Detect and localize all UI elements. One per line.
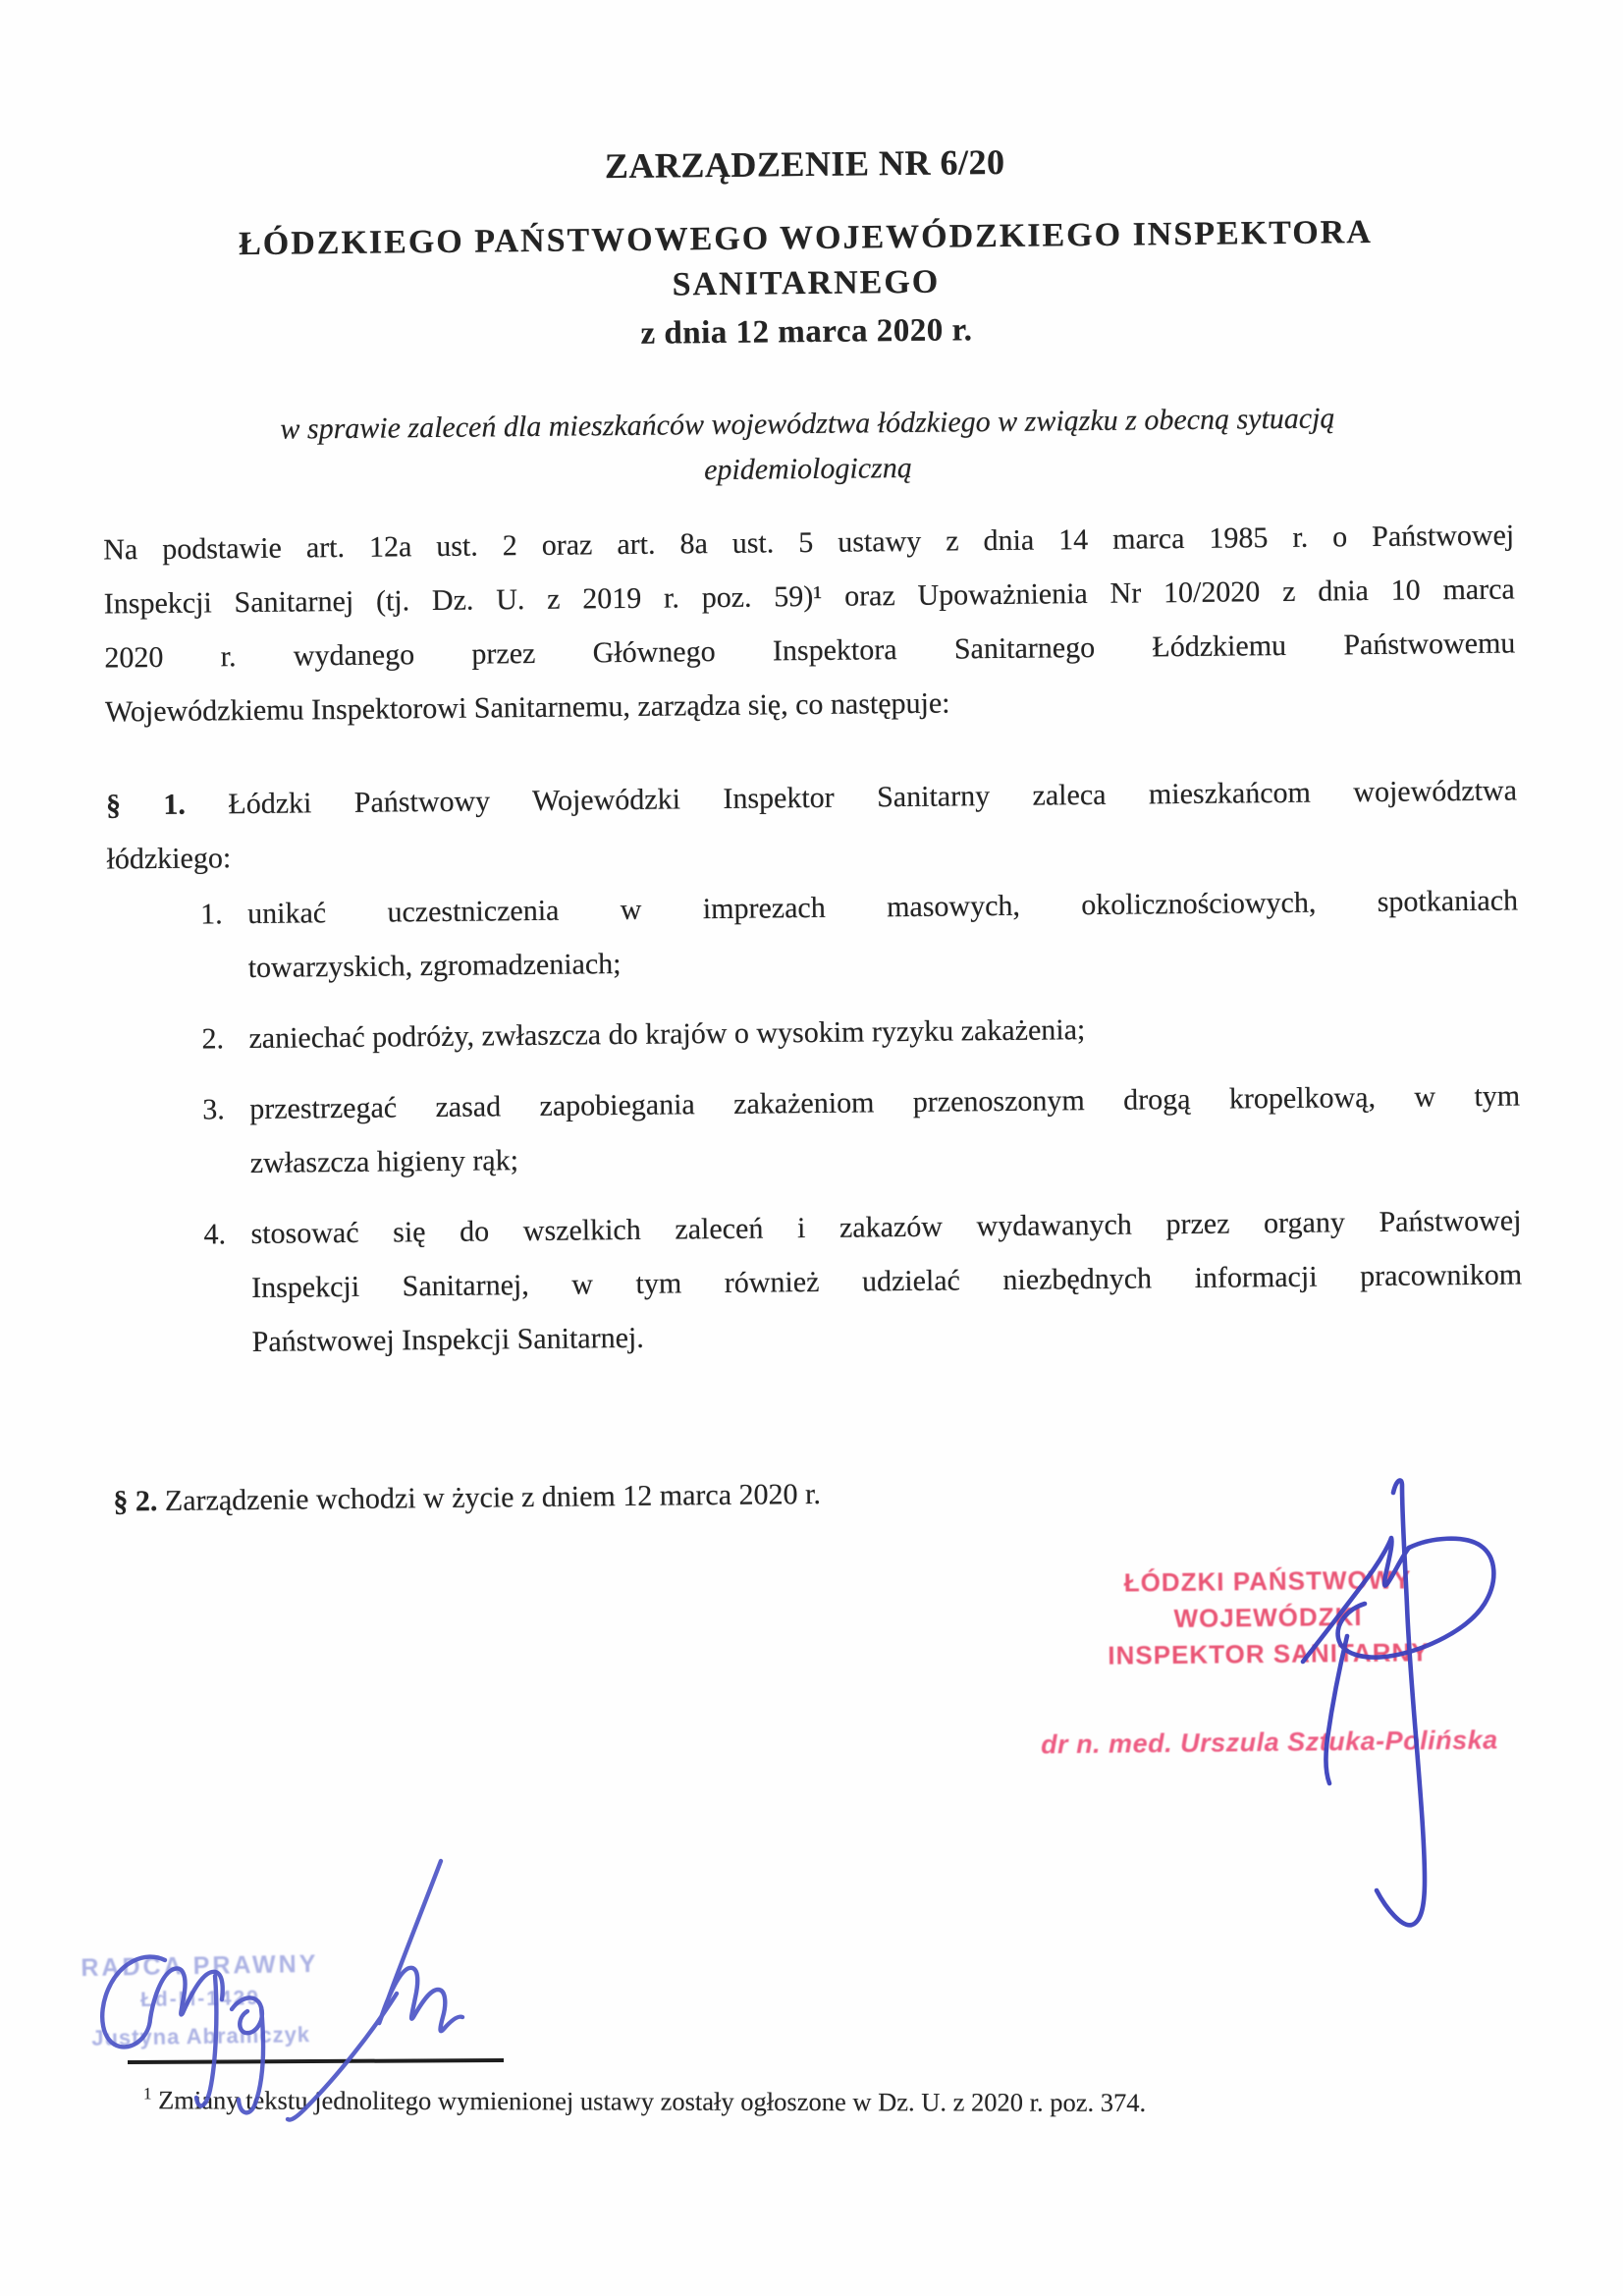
subject-line: [102, 394, 1514, 499]
inspector-stamp: [1030, 1560, 1507, 1760]
legal-stamp-title: RADCA PRAWNY: [81, 1949, 319, 1983]
subject-line2: epidemiologiczną: [703, 451, 912, 487]
issuer-heading-line2: SANITARNEGO: [672, 263, 941, 303]
text-line: Państwowej Inspekcji Sanitarnej.: [251, 1321, 644, 1358]
section-2-text: Zarządzenie wchodzi w życie z dniem 12 marca 2020 r.: [164, 1477, 822, 1517]
text-line: towarzyskich, zgromadzeniach;: [247, 948, 622, 985]
preamble-paragraph: [103, 508, 1516, 738]
text-line: przestrzegać zasad zapobiegania zakażeniom przenoszonym drogą kropelkową, w tym: [249, 1079, 1521, 1126]
text-line: Na podstawie art. 12a ust. 2 oraz art. 8a ust. 5 ustawy z dnia 14 marca 1985 r. o Państwowej: [103, 519, 1515, 567]
list-item-number: 1.: [199, 898, 223, 931]
text-line: 2020 r. wydanego przez Głównego Inspektora Sanitarnego Łódzkiemu Państwowemu: [104, 627, 1516, 675]
list-item: [107, 873, 1519, 996]
order-number-heading: ZARZĄDZENIE NR 6/20: [604, 141, 1005, 187]
list-item: [110, 1193, 1523, 1370]
text-line: Inspekcji Sanitarnej, w tym również udzielać niezbędnych informacji pracownikom: [250, 1258, 1523, 1304]
list-item-text: [248, 998, 1520, 1066]
section-1-text: Łódzki Państwowy Wojewódzki Inspektor Sanitarny zaleca mieszkańcom województwa: [228, 774, 1518, 821]
issuer-heading: [100, 209, 1512, 314]
text-line: Inspekcji Sanitarnej (tj. Dz. U. z 2019 r. poz. 59)¹ oraz Upoważnienia Nr 10/2020 z dnia 10 marca: [103, 573, 1515, 621]
date-heading: z dnia 12 marca 2020 r.: [640, 312, 973, 352]
list-item: [108, 998, 1519, 1066]
list-item-text: [250, 1193, 1523, 1369]
inspector-stamp-name: dr n. med. Urszula Sztuka-Polińska: [1040, 1724, 1498, 1760]
footnote: [143, 2084, 1322, 2118]
section-1-symbol: § 1.: [105, 788, 187, 822]
list-item-number: 2.: [201, 1022, 225, 1056]
list-item-text: [247, 873, 1519, 995]
text-line: unikać uczestniczenia w imprezach masowych, okolicznościowych, spotkaniach: [246, 884, 1519, 931]
list-item-text: [249, 1068, 1521, 1190]
inspector-stamp-line1: ŁÓDZKI PAŃSTWOWY WOJEWÓDZKI: [1123, 1564, 1412, 1634]
list-item-number: 3.: [202, 1093, 225, 1126]
section-1: [106, 763, 1518, 886]
text-line: Wojewódzkiemu Inspektorowi Sanitarnemu, zarządza się, co następuje:: [104, 686, 950, 729]
subject-line1: w sprawie zaleceń dla mieszkańców województwa łódzkiego w związku z obecną sytuacją: [280, 402, 1335, 446]
issuer-heading-line1: ŁÓDZKIEGO PAŃSTWOWEGO WOJEWÓDZKIEGO INSPEKTORA: [238, 213, 1373, 263]
footnote-marker: 1: [142, 2084, 152, 2104]
text-line: zaniechać podróży, zwłaszcza do krajów o wysokim ryzyku zakażenia;: [248, 1013, 1086, 1056]
text-line: łódzkiego:: [106, 842, 232, 876]
section-2: [113, 1459, 1524, 1528]
list-item: [109, 1068, 1521, 1191]
recommendation-list: [107, 873, 1523, 1370]
legal-stamp-number: Łd-M-1429: [139, 1986, 261, 2012]
text-line: zwłaszcza higieny rąk;: [249, 1144, 519, 1180]
text-line: stosować się do wszelkich zaleceń i zakazów wydawanych przez organy Państwowej: [250, 1204, 1522, 1251]
legal-stamp-name: Justyna Abramczyk: [91, 2022, 311, 2050]
inspector-stamp-line2: INSPEKTOR SANITARNY: [1108, 1637, 1430, 1670]
footnote-text: Zmiany tekstu jednolitego wymienionej ustawy zostały ogłoszone w Dz. U. z 2020 r. poz. 374.: [158, 2085, 1147, 2117]
section-2-symbol: § 2.: [113, 1485, 158, 1518]
list-item-number: 4.: [203, 1218, 227, 1251]
legal-counsel-stamp: [68, 1950, 333, 2052]
